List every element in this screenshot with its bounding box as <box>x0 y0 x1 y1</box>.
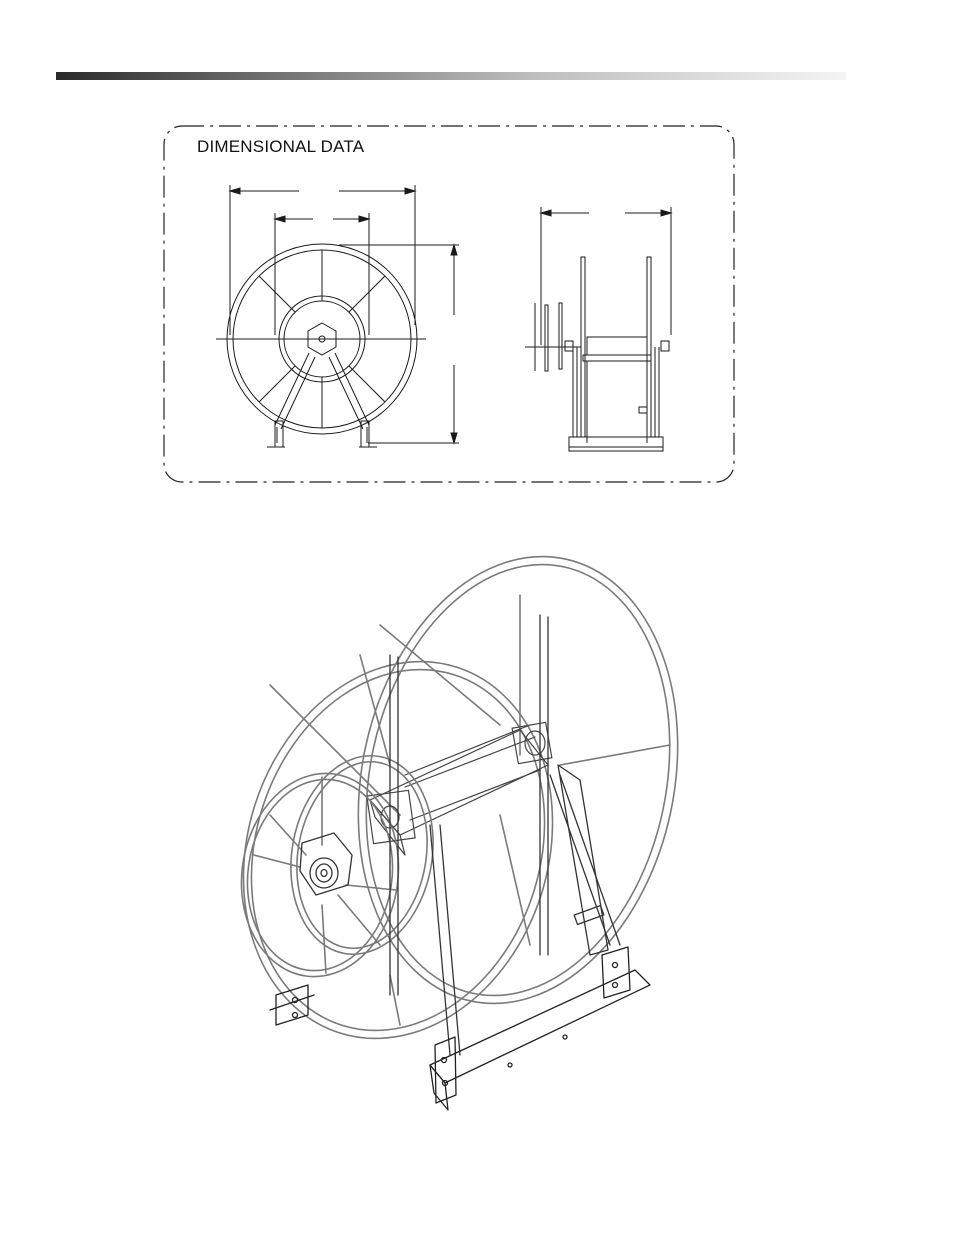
hose-reel-isometric-drawing <box>230 555 700 1115</box>
middle-disk <box>230 621 600 1079</box>
dimensional-data-panel <box>163 125 735 483</box>
rear-disk <box>318 555 700 1033</box>
header-rule <box>56 72 846 80</box>
front-view-drawing <box>216 185 460 447</box>
front-disks <box>230 744 448 986</box>
dimensional-data-title: DIMENSIONAL DATA <box>197 137 365 156</box>
front-hub <box>300 833 352 895</box>
side-view-drawing <box>525 207 671 451</box>
